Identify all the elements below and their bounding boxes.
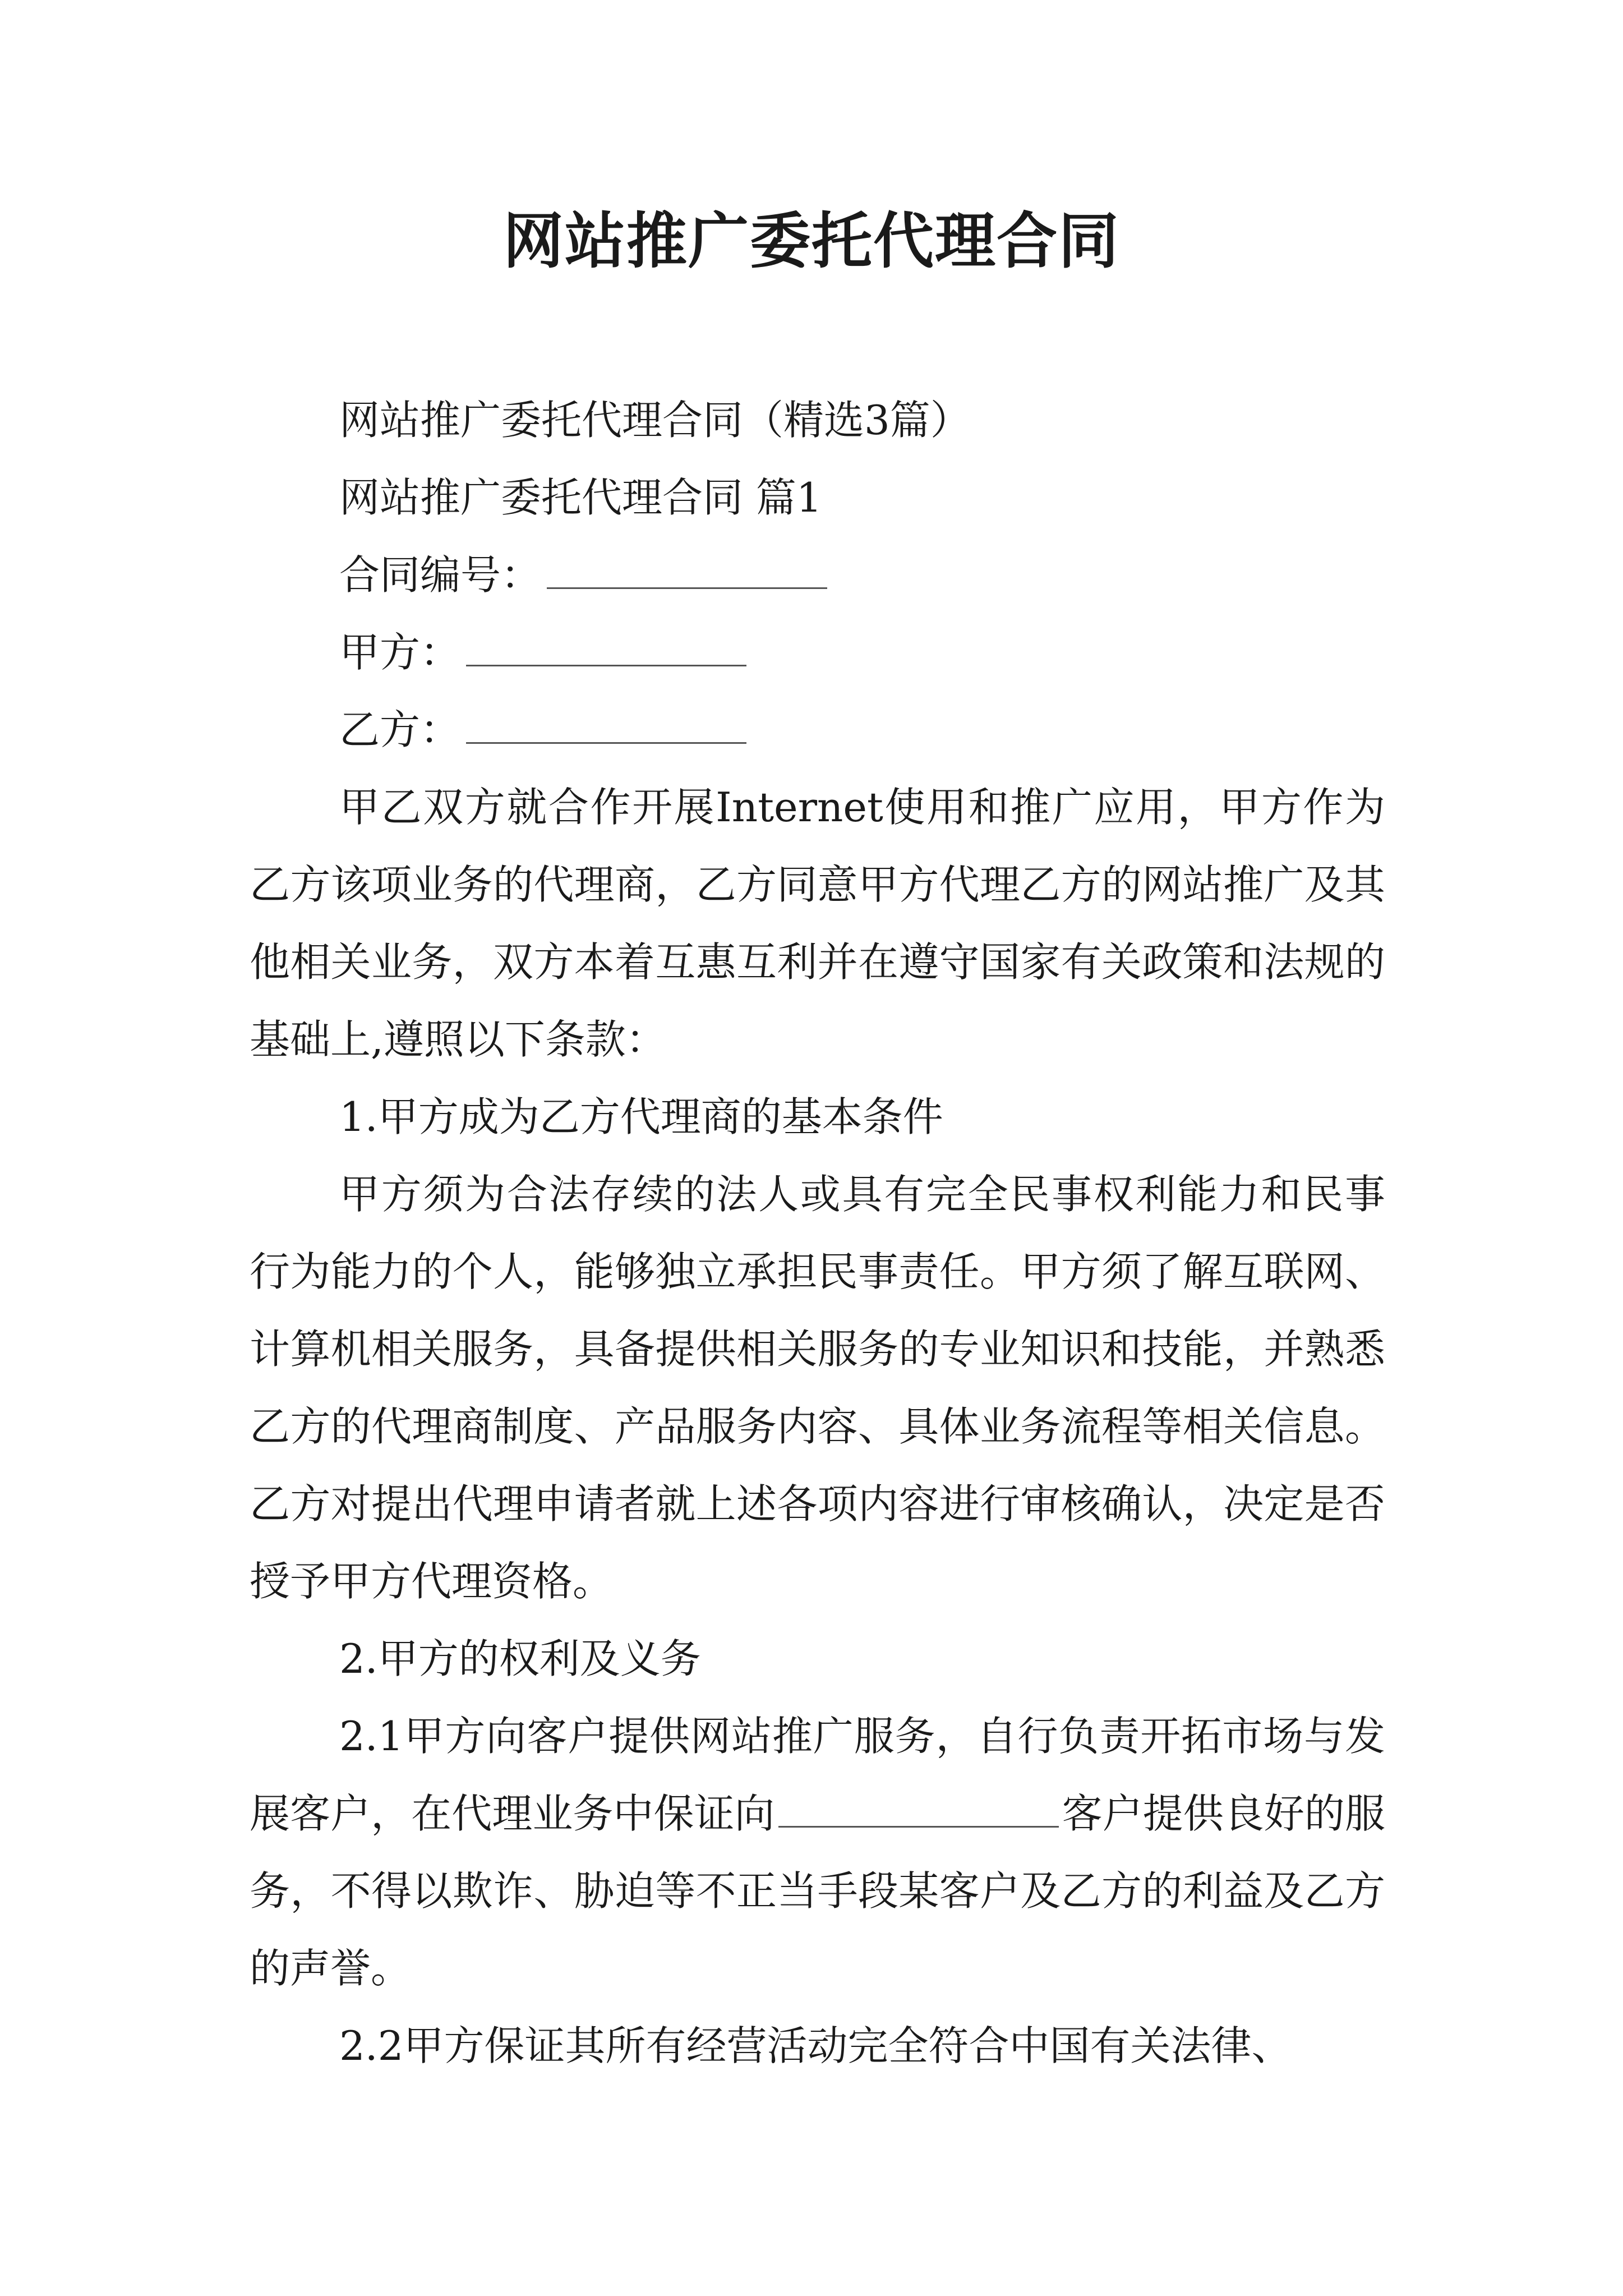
item1-heading: 1.甲方成为乙方代理商的基本条件 — [339, 1093, 943, 1140]
document-title: 网站推广委托代理合同 — [502, 206, 1120, 277]
party-a-label: 甲方： — [339, 629, 461, 676]
item1-paragraph: 甲方须为合法存续的法人或具有完全民事权利能力和民事行为能力的个人，能够独立承担民事责任。甲方须了解互联网、计算机相关服务，具备提供相关服务的专业知识和技能，并熟悉乙方的代理商制度、产品服务内容、具体业务流程等相关信息。乙方对提出代理申请者就上述各项内容进行审核确认，决定是否授予甲方代理资格。 — [250, 1171, 1385, 1605]
party-b-line — [250, 691, 1385, 769]
item2-1-blank — [778, 1824, 1059, 1828]
item2-1-text-part1: 2.1甲方向客户提供网站推广服务，自行负责开拓市场与发展客户，在代理业务中保证向 — [250, 1713, 1385, 1837]
party-b-label: 乙方： — [339, 706, 461, 753]
contract-number-blank — [547, 585, 827, 589]
section-heading: 网站推广委托代理合同 篇1 — [339, 474, 822, 521]
item2-2-paragraph: 2.2甲方保证其所有经营活动完全符合中国有关法律、 — [339, 2022, 1292, 2069]
document-body — [250, 381, 1385, 2085]
contract-number-line — [250, 536, 1385, 614]
item2-1-paragraph — [250, 1697, 1385, 2007]
document-subtitle: 网站推广委托代理合同（精选3篇） — [339, 397, 971, 444]
party-b-blank — [466, 740, 746, 744]
contract-number-label: 合同编号： — [339, 551, 542, 599]
intro-paragraph: 甲乙双方就合作开展Internet使用和推广应用，甲方作为乙方该项业务的代理商，乙方同意甲方代理乙方的网站推广及其他相关业务，双方本着互惠互利并在遵守国家有关政策和法规的基础上,遵照以下条款： — [250, 784, 1385, 1063]
party-a-blank — [466, 662, 746, 666]
party-a-line — [250, 614, 1385, 691]
item2-1-text-part2: 客户提供良好的服务，不得以欺诈、胁迫等不正当手段某客户及乙方的利益及乙方的声誉。 — [250, 1790, 1385, 1992]
item2-heading: 2.甲方的权利及义务 — [339, 1635, 701, 1682]
